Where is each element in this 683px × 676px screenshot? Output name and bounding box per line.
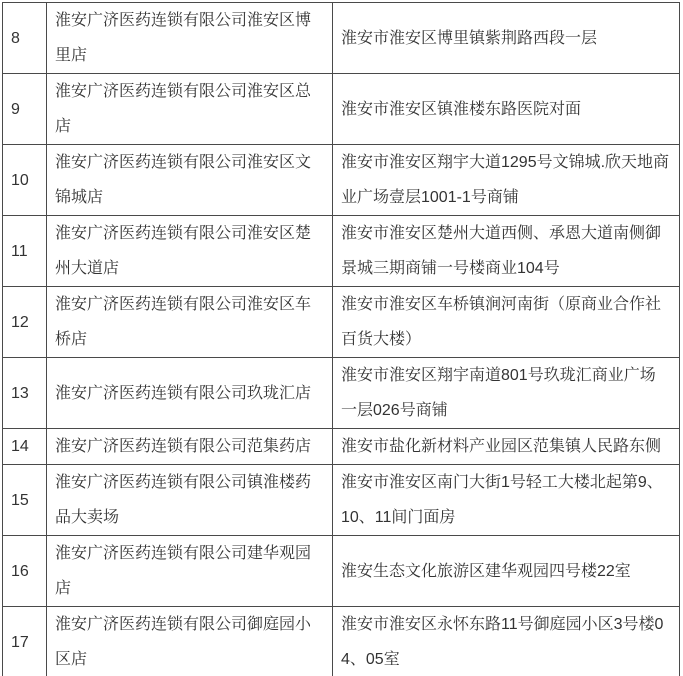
store-address-cell: 淮安市盐化新材料产业园区范集镇人民路东侧 xyxy=(333,429,680,465)
row-number-cell: 10 xyxy=(3,145,47,216)
table-row xyxy=(3,607,680,676)
table-row xyxy=(3,74,680,145)
row-number-cell: 12 xyxy=(3,287,47,358)
row-number-cell: 14 xyxy=(3,429,47,465)
row-number-cell: 15 xyxy=(3,465,47,536)
row-number-cell: 13 xyxy=(3,358,47,429)
pharmacy-store-table xyxy=(2,2,680,676)
store-address-cell: 淮安市淮安区楚州大道西侧、承恩大道南侧御景城三期商铺一号楼商业104号 xyxy=(333,216,680,287)
row-number-cell: 11 xyxy=(3,216,47,287)
store-address-cell: 淮安市淮安区博里镇紫荆路西段一层 xyxy=(333,3,680,74)
table-row xyxy=(3,536,680,607)
store-address-cell: 淮安生态文化旅游区建华观园四号楼22室 xyxy=(333,536,680,607)
store-name-cell: 淮安广济医药连锁有限公司范集药店 xyxy=(47,429,333,465)
row-number-cell: 9 xyxy=(3,74,47,145)
store-name-cell: 淮安广济医药连锁有限公司淮安区车桥店 xyxy=(47,287,333,358)
row-number-cell: 8 xyxy=(3,3,47,74)
row-number-cell: 16 xyxy=(3,536,47,607)
store-name-cell: 淮安广济医药连锁有限公司淮安区文锦城店 xyxy=(47,145,333,216)
store-address-cell: 淮安市淮安区镇淮楼东路医院对面 xyxy=(333,74,680,145)
store-name-cell: 淮安广济医药连锁有限公司淮安区总店 xyxy=(47,74,333,145)
table-body xyxy=(3,3,680,676)
store-address-cell: 淮安市淮安区车桥镇涧河南街（原商业合作社百货大楼） xyxy=(333,287,680,358)
table-row xyxy=(3,429,680,465)
table-row xyxy=(3,3,680,74)
store-name-cell: 淮安广济医药连锁有限公司御庭园小区店 xyxy=(47,607,333,676)
table-row xyxy=(3,358,680,429)
table-row xyxy=(3,216,680,287)
store-address-cell: 淮安市淮安区翔宇大道1295号文锦城.欣天地商业广场壹层1001-1号商铺 xyxy=(333,145,680,216)
table-row xyxy=(3,287,680,358)
store-address-cell: 淮安市淮安区南门大街1号轻工大楼北起第9、10、11间门面房 xyxy=(333,465,680,536)
store-name-cell: 淮安广济医药连锁有限公司淮安区楚州大道店 xyxy=(47,216,333,287)
store-address-cell: 淮安市淮安区翔宇南道801号玖珑汇商业广场一层026号商铺 xyxy=(333,358,680,429)
store-name-cell: 淮安广济医药连锁有限公司镇淮楼药品大卖场 xyxy=(47,465,333,536)
store-name-cell: 淮安广济医药连锁有限公司玖珑汇店 xyxy=(47,358,333,429)
row-number-cell: 17 xyxy=(3,607,47,676)
store-address-cell: 淮安市淮安区永怀东路11号御庭园小区3号楼04、05室 xyxy=(333,607,680,676)
table-row xyxy=(3,465,680,536)
store-name-cell: 淮安广济医药连锁有限公司建华观园店 xyxy=(47,536,333,607)
store-name-cell: 淮安广济医药连锁有限公司淮安区博里店 xyxy=(47,3,333,74)
table-row xyxy=(3,145,680,216)
